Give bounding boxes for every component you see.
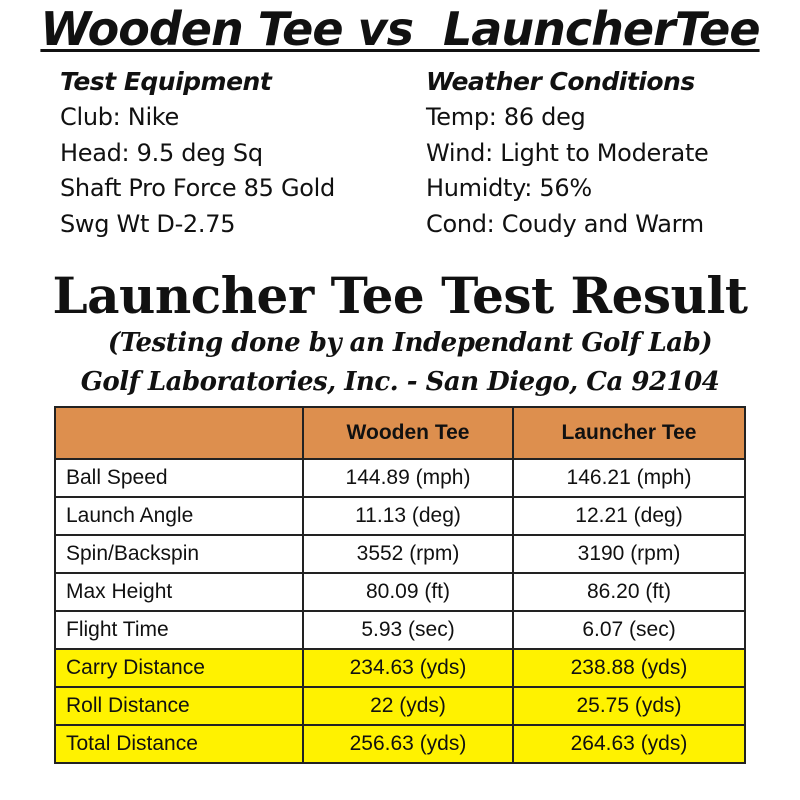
weather-conditions-heading: Weather Conditions — [426, 67, 695, 96]
launcher-tee-value: 146.21 (mph) — [513, 459, 745, 497]
table-row — [55, 573, 745, 611]
equipment-line-head: Head: 9.5 deg Sq — [60, 138, 263, 167]
weather-line-temp: Temp: 86 deg — [426, 103, 586, 131]
table-row — [55, 611, 745, 649]
launcher-tee-value: 264.63 (yds) — [513, 725, 745, 763]
result-heading: Launcher Tee Test Result — [52, 266, 748, 325]
launcher-tee-value: 3190 (rpm) — [513, 535, 745, 573]
equipment-line-club: Club: Nike — [60, 103, 180, 131]
test-equipment-heading: Test Equipment — [60, 67, 272, 96]
wooden-tee-value: 256.63 (yds) — [303, 725, 513, 763]
weather-line-wind: Wind: Light to Moderate — [426, 138, 709, 167]
test-equipment-section — [60, 66, 335, 242]
column-header-launcher-tee: Launcher Tee — [513, 407, 745, 459]
weather-line-conditions: Cond: Coudy and Warm — [426, 209, 704, 238]
results-table — [54, 406, 746, 764]
wooden-tee-value: 234.63 (yds) — [303, 649, 513, 687]
row-label: Ball Speed — [55, 459, 303, 497]
weather-conditions-section — [426, 66, 709, 242]
launcher-tee-value: 6.07 (sec) — [513, 611, 745, 649]
wooden-tee-value: 11.13 (deg) — [303, 497, 513, 535]
table-header-row — [55, 407, 745, 459]
row-label: Total Distance — [55, 725, 303, 763]
table-row — [55, 535, 745, 573]
equipment-line-shaft: Shaft Pro Force 85 Gold — [60, 174, 335, 202]
column-header-metric — [55, 407, 303, 459]
row-label: Roll Distance — [55, 687, 303, 725]
launcher-tee-value: 25.75 (yds) — [513, 687, 745, 725]
row-label: Carry Distance — [55, 649, 303, 687]
row-label: Max Height — [55, 573, 303, 611]
page-title: Wooden Tee vs LauncherTee — [40, 2, 760, 56]
table-row-highlighted — [55, 649, 745, 687]
launcher-tee-value: 238.88 (yds) — [513, 649, 745, 687]
wooden-tee-value: 144.89 (mph) — [303, 459, 513, 497]
table-row — [55, 459, 745, 497]
weather-line-humidity: Humidty: 56% — [426, 174, 592, 202]
table-row — [55, 497, 745, 535]
wooden-tee-value: 3552 (rpm) — [303, 535, 513, 573]
result-subtitle: (Testing done by an Independant Golf Lab) — [107, 328, 713, 358]
lab-name: Golf Laboratories, Inc. - San Diego, Ca 92104 — [80, 367, 720, 397]
row-label: Launch Angle — [55, 497, 303, 535]
wooden-tee-value: 5.93 (sec) — [303, 611, 513, 649]
wooden-tee-value: 80.09 (ft) — [303, 573, 513, 611]
launcher-tee-value: 12.21 (deg) — [513, 497, 745, 535]
equipment-line-swing-weight: Swg Wt D-2.75 — [60, 209, 236, 238]
table-row-highlighted — [55, 687, 745, 725]
row-label: Spin/Backspin — [55, 535, 303, 573]
wooden-tee-value: 22 (yds) — [303, 687, 513, 725]
column-header-wooden-tee: Wooden Tee — [303, 407, 513, 459]
row-label: Flight Time — [55, 611, 303, 649]
launcher-tee-value: 86.20 (ft) — [513, 573, 745, 611]
table-row-highlighted — [55, 725, 745, 763]
